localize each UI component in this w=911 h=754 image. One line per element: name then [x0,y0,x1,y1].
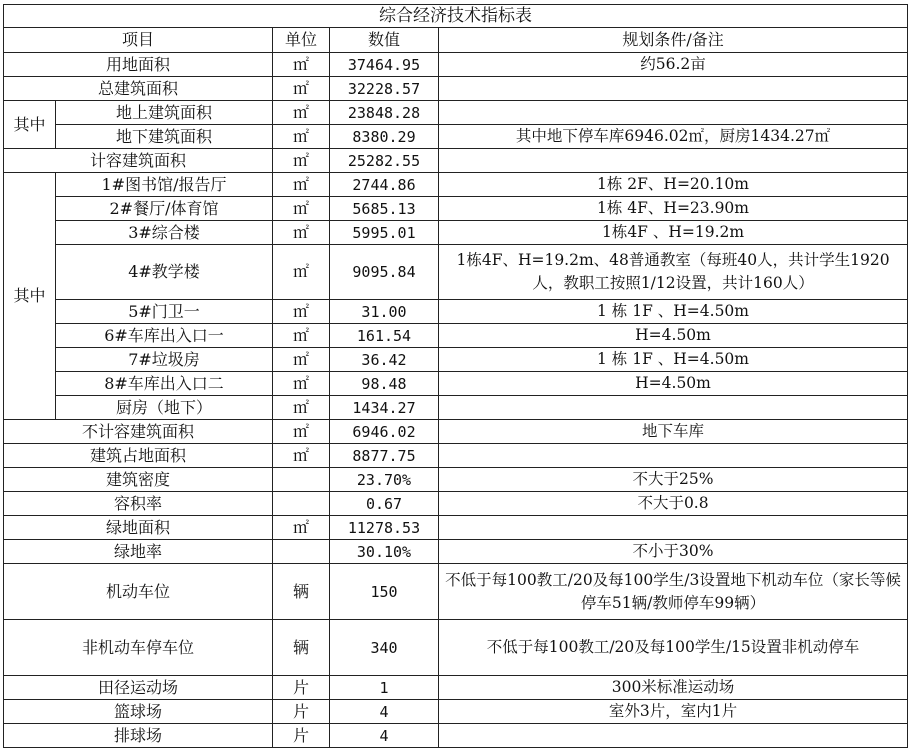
row-value: 5995.01 [330,221,439,245]
row-item: 计容建筑面积 [4,149,273,173]
row-note: 1栋4F 、H=19.2m [439,221,908,245]
row-value: 37464.95 [330,53,439,77]
row-unit: 辆 [273,620,330,676]
row-unit: ㎡ [273,173,330,197]
row-item: 7#垃圾房 [56,348,273,372]
row-unit: ㎡ [273,348,330,372]
row-item: 用地面积 [4,53,273,77]
row-value: 32228.57 [330,77,439,101]
row-item: 6#车库出入口一 [56,324,273,348]
row-unit: ㎡ [273,245,330,300]
row-note: 其中地下停车库6946.02㎡，厨房1434.27㎡ [439,125,908,149]
group-label: 其中 [4,101,56,149]
row-value: 6946.02 [330,420,439,444]
row-unit: 片 [273,700,330,724]
row-value: 340 [330,620,439,676]
row-unit: ㎡ [273,420,330,444]
row-unit: ㎡ [273,53,330,77]
row-item: 4#教学楼 [56,245,273,300]
row-value: 98.48 [330,372,439,396]
row-unit: 片 [273,676,330,700]
row-note: 1栋 4F、H=23.90m [439,197,908,221]
row-note: 1 栋 1F 、H=4.50m [439,348,908,372]
row-value: 31.00 [330,300,439,324]
row-note: 室外3片，室内1片 [439,700,908,724]
header-unit: 单位 [273,28,330,53]
row-note: 300米标准运动场 [439,676,908,700]
group-label: 其中 [4,173,56,420]
row-unit: 辆 [273,564,330,620]
row-item: 8#车库出入口二 [56,372,273,396]
row-unit: ㎡ [273,149,330,173]
row-value: 23.70% [330,468,439,492]
row-note: 不大于25% [439,468,908,492]
row-value: 2744.86 [330,173,439,197]
row-value: 1 [330,676,439,700]
row-unit: ㎡ [273,324,330,348]
row-value: 25282.55 [330,149,439,173]
row-note [439,724,908,748]
row-unit: ㎡ [273,300,330,324]
row-unit: ㎡ [273,221,330,245]
row-value: 5685.13 [330,197,439,221]
row-item: 3#综合楼 [56,221,273,245]
row-note [439,77,908,101]
header-item: 项目 [4,28,273,53]
row-item: 绿地面积 [4,516,273,540]
row-value: 8380.29 [330,125,439,149]
row-item: 田径运动场 [4,676,273,700]
row-item: 1#图书馆/报告厅 [56,173,273,197]
row-note: 不大于0.8 [439,492,908,516]
row-note: 不小于30% [439,540,908,564]
row-item: 厨房（地下） [56,396,273,420]
row-note [439,101,908,125]
row-value: 8877.75 [330,444,439,468]
header-note: 规划条件/备注 [439,28,908,53]
row-unit [273,492,330,516]
row-item: 地下建筑面积 [56,125,273,149]
row-value: 0.67 [330,492,439,516]
row-note [439,149,908,173]
row-unit: ㎡ [273,396,330,420]
row-item: 容积率 [4,492,273,516]
row-value: 36.42 [330,348,439,372]
row-unit [273,468,330,492]
row-item: 总建筑面积 [4,77,273,101]
row-note: 1 栋 1F 、H=4.50m [439,300,908,324]
row-note: 不低于每100教工/20及每100学生/3设置地下机动车位（家长等候停车51辆/教师停车99辆） [439,564,908,620]
row-unit: ㎡ [273,77,330,101]
row-note: 地下车库 [439,420,908,444]
row-note: 1栋4F、H=19.2m、48普通教室（每班40人，共计学生1920人，教职工按照1/12设置，共计160人） [439,245,908,300]
row-value: 4 [330,724,439,748]
row-value: 1434.27 [330,396,439,420]
row-note [439,444,908,468]
row-unit [273,540,330,564]
row-note [439,396,908,420]
row-value: 150 [330,564,439,620]
row-value: 30.10% [330,540,439,564]
row-note: 1栋 2F、H=20.10m [439,173,908,197]
row-value: 23848.28 [330,101,439,125]
row-unit: 片 [273,724,330,748]
economic-indicator-table [3,4,908,748]
row-item: 绿地率 [4,540,273,564]
row-item: 5#门卫一 [56,300,273,324]
row-item: 排球场 [4,724,273,748]
header-value: 数值 [330,28,439,53]
row-unit: ㎡ [273,125,330,149]
row-unit: ㎡ [273,197,330,221]
row-note: 约56.2亩 [439,53,908,77]
row-item: 地上建筑面积 [56,101,273,125]
row-note: 不低于每100教工/20及每100学生/15设置非机动停车 [439,620,908,676]
row-value: 11278.53 [330,516,439,540]
row-item: 2#餐厅/体育馆 [56,197,273,221]
row-note [439,516,908,540]
table-title: 综合经济技术指标表 [4,5,908,28]
row-note: H=4.50m [439,324,908,348]
row-unit: ㎡ [273,516,330,540]
row-value: 161.54 [330,324,439,348]
row-unit: ㎡ [273,444,330,468]
row-value: 9095.84 [330,245,439,300]
row-item: 不计容建筑面积 [4,420,273,444]
row-item: 建筑密度 [4,468,273,492]
row-unit: ㎡ [273,101,330,125]
row-note: H=4.50m [439,372,908,396]
row-item: 篮球场 [4,700,273,724]
row-item: 建筑占地面积 [4,444,273,468]
row-item: 非机动车停车位 [4,620,273,676]
row-value: 4 [330,700,439,724]
row-unit: ㎡ [273,372,330,396]
row-item: 机动车位 [4,564,273,620]
